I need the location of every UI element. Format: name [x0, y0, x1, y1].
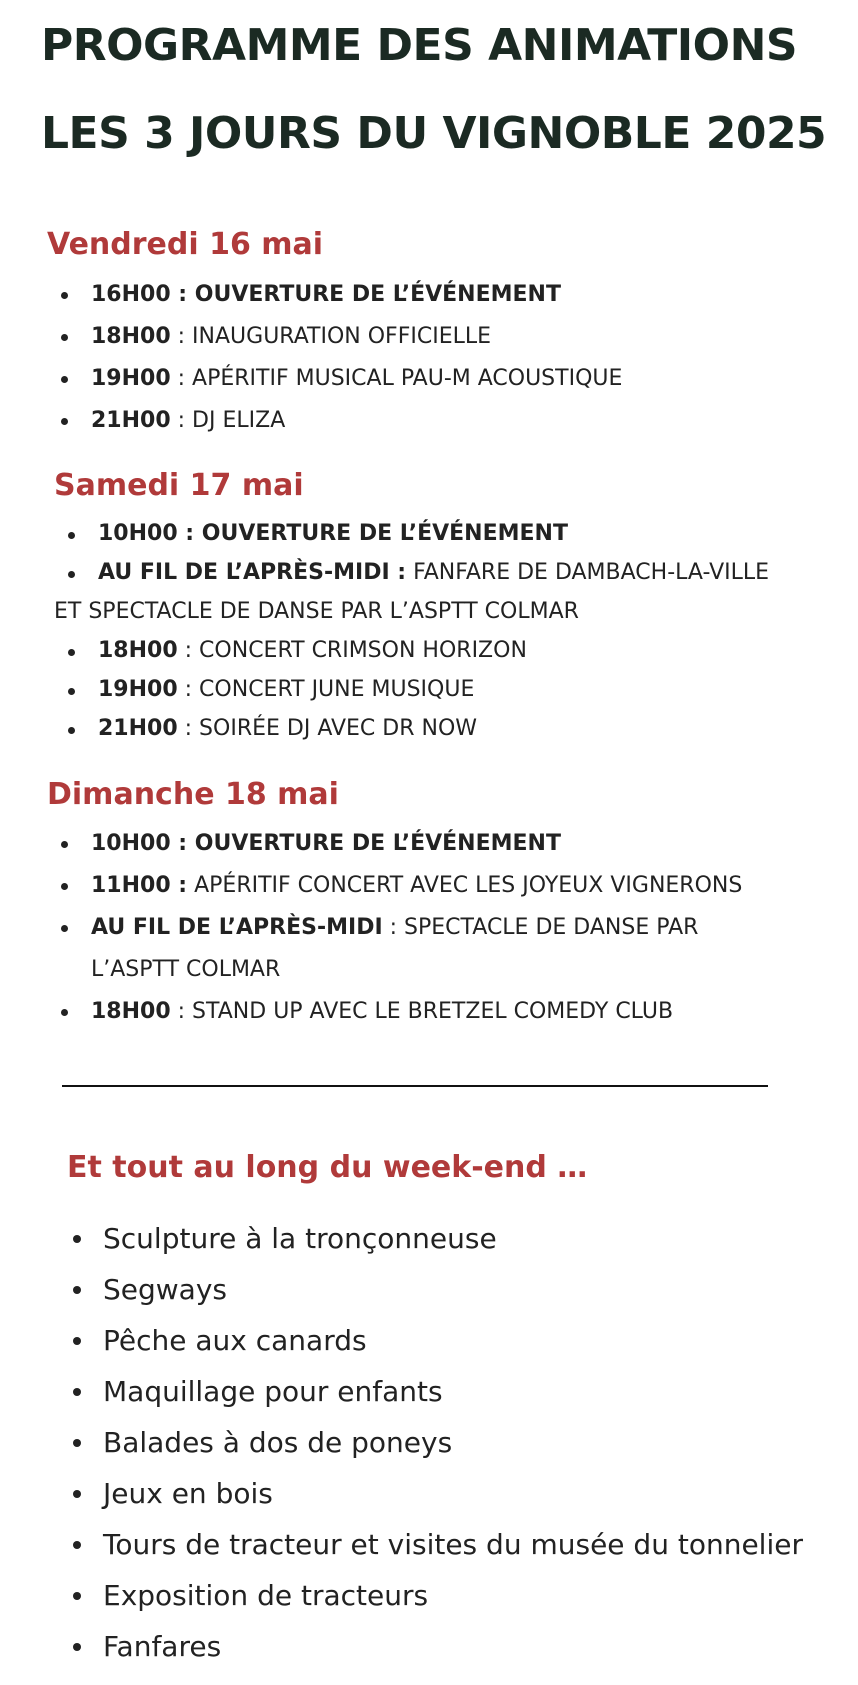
schedule-time: 18H00: [91, 324, 171, 349]
schedule-time: 10H00 : OUVERTURE DE L’ÉVÉNEMENT: [91, 831, 561, 856]
schedule-activity: : SPECTACLE DE DANSE PAR: [382, 915, 699, 940]
list-item: Jeux en bois: [103, 1468, 803, 1519]
sunday-schedule-list-continued: [91, 991, 673, 1033]
list-item: Sculpture à la tronçonneuse: [103, 1213, 803, 1264]
list-item: [91, 865, 742, 907]
schedule-time: 16H00 : OUVERTURE DE L’ÉVÉNEMENT: [91, 282, 561, 307]
list-item: [91, 274, 622, 316]
schedule-time: 19H00: [91, 366, 171, 391]
schedule-time: 11H00 :: [91, 873, 188, 898]
schedule-activity-continued: L’ASPTT COLMAR: [91, 957, 281, 982]
schedule-time: 21H00: [98, 716, 178, 741]
list-item: Balades à dos de poneys: [103, 1417, 803, 1468]
list-item: [91, 400, 622, 442]
saturday-schedule-list-continued: [98, 631, 527, 748]
schedule-activity: : DJ ELIZA: [170, 408, 286, 433]
page-title-line-1: PROGRAMME DES ANIMATIONS: [41, 20, 798, 71]
schedule-time: 21H00: [91, 408, 171, 433]
list-item: [91, 823, 742, 865]
day-heading-friday: Vendredi 16 mai: [47, 227, 324, 262]
schedule-activity: : CONCERT JUNE MUSIQUE: [177, 677, 475, 702]
list-item: Pêche aux canards: [103, 1315, 803, 1366]
schedule-activity: : SOIRÉE DJ AVEC DR NOW: [177, 716, 478, 741]
schedule-activity: : STAND UP AVEC LE BRETZEL COMEDY CLUB: [170, 999, 674, 1024]
list-item: [91, 991, 673, 1033]
list-item: Maquillage pour enfants: [103, 1366, 803, 1417]
list-item: [98, 670, 527, 709]
schedule-time: AU FIL DE L’APRÈS-MIDI: [91, 915, 383, 940]
list-item: [91, 358, 622, 400]
day-heading-sunday: Dimanche 18 mai: [47, 777, 339, 812]
list-item: [91, 907, 742, 949]
schedule-time: AU FIL DE L’APRÈS-MIDI :: [98, 560, 407, 585]
schedule-time: 10H00 : OUVERTURE DE L’ÉVÉNEMENT: [98, 521, 568, 546]
saturday-schedule-list: [98, 514, 769, 592]
schedule-time: 18H00: [91, 999, 171, 1024]
weekend-heading: Et tout au long du week-end …: [67, 1150, 588, 1185]
schedule-activity: : INAUGURATION OFFICIELLE: [170, 324, 492, 349]
list-item: [98, 553, 769, 592]
list-item: [98, 709, 527, 748]
list-item: [98, 631, 527, 670]
sunday-schedule-list: [91, 823, 742, 949]
friday-schedule-list: [91, 274, 622, 442]
list-item: Fanfares: [103, 1621, 803, 1672]
schedule-time: 18H00: [98, 638, 178, 663]
day-heading-saturday: Samedi 17 mai: [54, 468, 304, 503]
page-title-line-2: LES 3 JOURS DU VIGNOBLE 2025: [41, 108, 827, 159]
schedule-activity: APÉRITIF CONCERT AVEC LES JOYEUX VIGNERONS: [187, 873, 743, 898]
schedule-activity: FANFARE DE DAMBACH-LA-VILLE: [406, 560, 770, 585]
list-item: Exposition de tracteurs: [103, 1570, 803, 1621]
list-item: Segways: [103, 1264, 803, 1315]
schedule-time: 19H00: [98, 677, 178, 702]
schedule-activity-continued: ET SPECTACLE DE DANSE PAR L’ASPTT COLMAR: [54, 599, 579, 624]
schedule-activity: : CONCERT CRIMSON HORIZON: [177, 638, 527, 663]
list-item: [98, 514, 769, 553]
weekend-activities-list: [103, 1213, 803, 1672]
schedule-activity: : APÉRITIF MUSICAL PAU-M ACOUSTIQUE: [170, 366, 623, 391]
list-item: [91, 316, 622, 358]
list-item: Tours de tracteur et visites du musée du tonnelier: [103, 1519, 803, 1570]
section-divider: [62, 1085, 768, 1087]
